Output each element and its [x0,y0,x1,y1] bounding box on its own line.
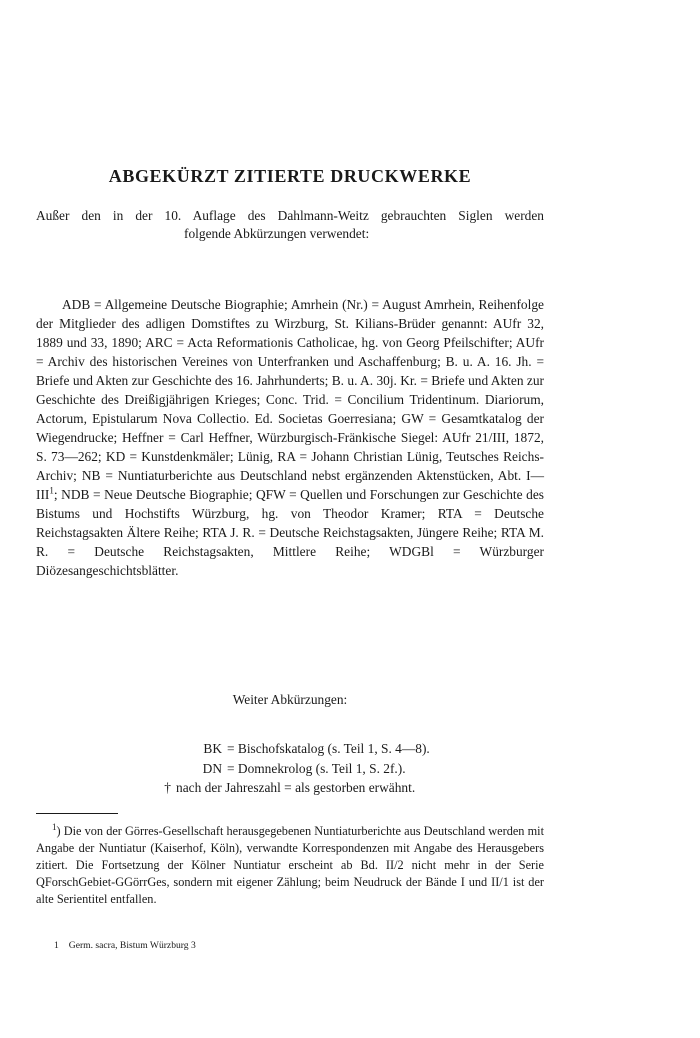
signature-text: Germ. sacra, Bistum Würzburg 3 [68,940,196,951]
abbreviation-key: BK [203,741,222,756]
footnote [36,823,544,908]
abbreviation-row-dn [36,759,544,779]
footnote-text: ) Die von der Görres-Gesellschaft herausgegebenen Nuntiaturberichte aus Deutschland werden mit Angabe der Nuntiatur (Kaiserhof, Köln), verwandte Korrespondenzen mit Angabe des Herausgebers zitiert. Die Fortsetzung der Kölner Nuntiatur erscheint ab Bd. II/2 nicht mehr in der Serie QForschGebiet-GGörrGes, sondern mit eigener Zählung; beim Neudruck der Bände I und II/1 ist der alte Serientitel entfallen. [36,824,544,906]
footnote-separator [36,813,118,814]
abbreviations-paragraph [36,295,544,580]
intro-line-1: Außer den in der 10. Auflage des Dahlmann-Weitz gebrauchten Siglen werden [36,208,544,223]
further-abbreviations-heading: Weiter Abkürzungen: [232,692,348,707]
intro-line-2: folgende Abkürzungen verwendet: [184,225,370,241]
dagger-symbol: † [164,780,171,795]
abbreviation-value: nach der Jahreszahl = als gestorben erwähnt. [176,780,416,795]
abbreviation-key: DN [202,760,222,776]
abbreviations-text-part-2: ; NDB = Neue Deutsche Biographie; QFW = Quellen und Forschungen zur Geschichte des Bistums und Hochstifts Würzburg, hg. von Theodor Kramer; RTA = Deutsche Reichstagsakten Ältere Reihe; RTA J. R. = Deutsche Reichstagsakten, Jüngere Reihe; RTA M. R. = Deutsche Reichstagsakten, Mittlere Reihe; WDGBl = Würzburger Diözesangeschichtsblätter. [36,487,544,578]
printer-signature [54,940,196,952]
further-abbreviations-list [36,739,544,798]
footnote-marker: 1 [52,821,57,832]
signature-number: 1 [54,940,59,951]
abbreviation-value: = Domnekrolog (s. Teil 1, S. 2f.). [227,760,406,776]
footnote-reference: 1 [49,485,54,496]
abbreviation-row-bk [36,739,544,759]
intro-paragraph [36,207,544,242]
abbreviation-value: = Bischofskatalog (s. Teil 1, S. 4—8). [227,741,430,756]
abbreviation-row-dagger [36,778,544,798]
abbreviations-text-part-1: ADB = Allgemeine Deutsche Biographie; Amrhein (Nr.) = August Amrhein, Reihenfolge der Mitglieder des adligen Domstiftes zu Wirzburg, St. Kilians-Brüder genannt: AUfr 32, 1889 und 33, 1890; ARC = Acta Reformationis Catholicae, hg. von Georg Pfeilschifter; AUfr = Archiv des historischen Vereines von Unterfranken und Aschaffenburg; B. u. A. 16. Jh. = Briefe und Akten zur Geschichte des 16. Jahrhunderts; B. u. A. 30j. Kr. = Briefe und Akten zur Geschichte des Dreißigjährigen Krieges; Conc. Trid. = Concilium Tridentinum. Diariorum, Actorum, Epistularum Nova Collectio. Ed. Societas Goerresiana; GW = Gesamtkatalog der Wiegendrucke; Heffner = Carl Heffner, Würzburgisch-Fränkische Siegel: AUfr 21/III, 1872, S. 73—262; KD = Kunstdenkmäler; Lünig, RA = Johann Christian Lünig, Teutsches Reichs-Archiv; NB = Nuntiaturberichte aus Deutschland nebst ergänzenden Aktenstücken, Abt. I—III [36,297,544,502]
page-title: ABGEKÜRZT ZITIERTE DRUCKWERKE [108,166,472,187]
